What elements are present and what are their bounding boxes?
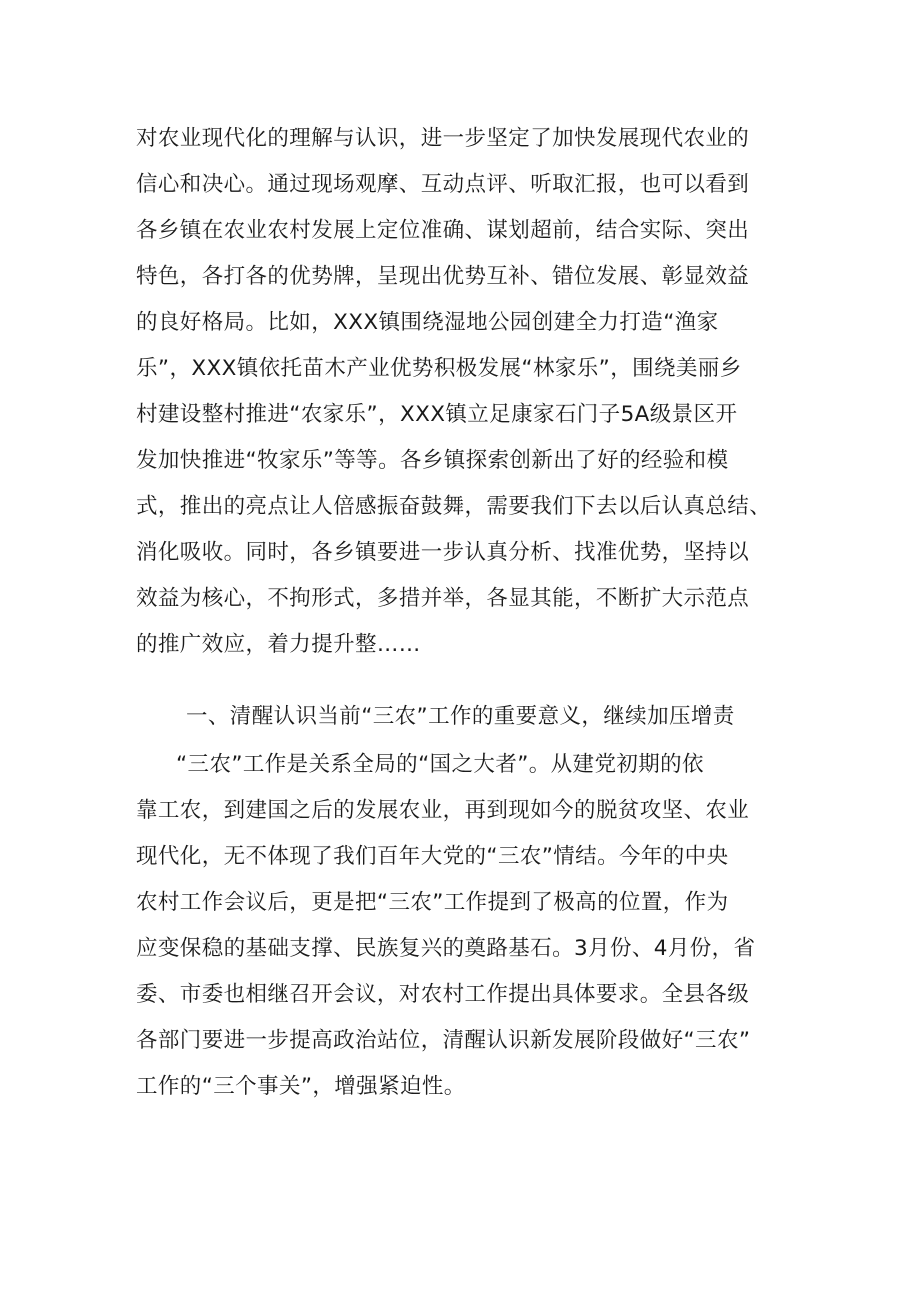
paragraph-2-line: 农村工作会议后，更是把“三农”工作提到了极高的位置，作为 bbox=[136, 890, 729, 915]
paragraph-1-line: 各乡镇在农业农村发展上定位准确、谋划超前，结合实际、突出 bbox=[136, 218, 750, 243]
paragraph-1-line: 对农业现代化的理解与认识，进一步坚定了加快发展现代农业的 bbox=[136, 126, 750, 151]
paragraph-2-line: “三农”工作是关系全局的“国之大者”。从建党初期的依 bbox=[176, 752, 704, 777]
paragraph-2-line: 各部门要进一步提高政治站位，清醒认识新发展阶段做好“三农” bbox=[136, 1028, 751, 1053]
paragraph-1-line: 式，推出的亮点让人倍感振奋鼓舞，需要我们下去以后认真总结、 bbox=[136, 494, 772, 519]
paragraph-2-line: 靠工农，到建国之后的发展农业，再到现如今的脱贫攻坚、农业 bbox=[136, 798, 750, 823]
paragraph-1-line: 村建设整村推进“农家乐”，XXX镇立足康家石门子5A级景区开 bbox=[136, 402, 738, 427]
paragraph-1-line: 特色，各打各的优势牌，呈现出优势互补、错位发展、彰显效益 bbox=[136, 264, 750, 289]
paragraph-2-line: 工作的“三个事关”，增强紧迫性。 bbox=[136, 1074, 466, 1099]
paragraph-1-line: 信心和决心。通过现场观摩、互动点评、听取汇报，也可以看到 bbox=[136, 172, 750, 197]
paragraph-1-line: 发加快推进“牧家乐”等等。各乡镇探索创新出了好的经验和模 bbox=[136, 448, 729, 473]
paragraph-2-line: 应变保稳的基础支撑、民族复兴的奠路基石。3月份、4月份，省 bbox=[136, 936, 756, 961]
section-heading: 一、清醒认识当前“三农”工作的重要意义，继续加压增责 bbox=[186, 704, 735, 729]
paragraph-1-line: 效益为核心，不拘形式，多措并举，各显其能，不断扩大示范点 bbox=[136, 586, 750, 611]
paragraph-1-line: 的良好格局。比如，XXX镇围绕湿地公园创建全力打造“渔家 bbox=[136, 310, 719, 335]
paragraph-2-line: 委、市委也相继召开会议，对农村工作提出具体要求。全县各级 bbox=[136, 982, 750, 1007]
paragraph-1-line: 的推广效应，着力提升整…… bbox=[136, 632, 421, 657]
paragraph-2-line: 现代化，无不体现了我们百年大党的“三农”情结。今年的中央 bbox=[136, 844, 729, 869]
paragraph-1-line: 乐”，XXX镇依托苗木产业优势积极发展“林家乐”，围绕美丽乡 bbox=[136, 356, 742, 381]
paragraph-1-line: 消化吸收。同时，各乡镇要进一步认真分析、找准优势，坚持以 bbox=[136, 540, 750, 565]
